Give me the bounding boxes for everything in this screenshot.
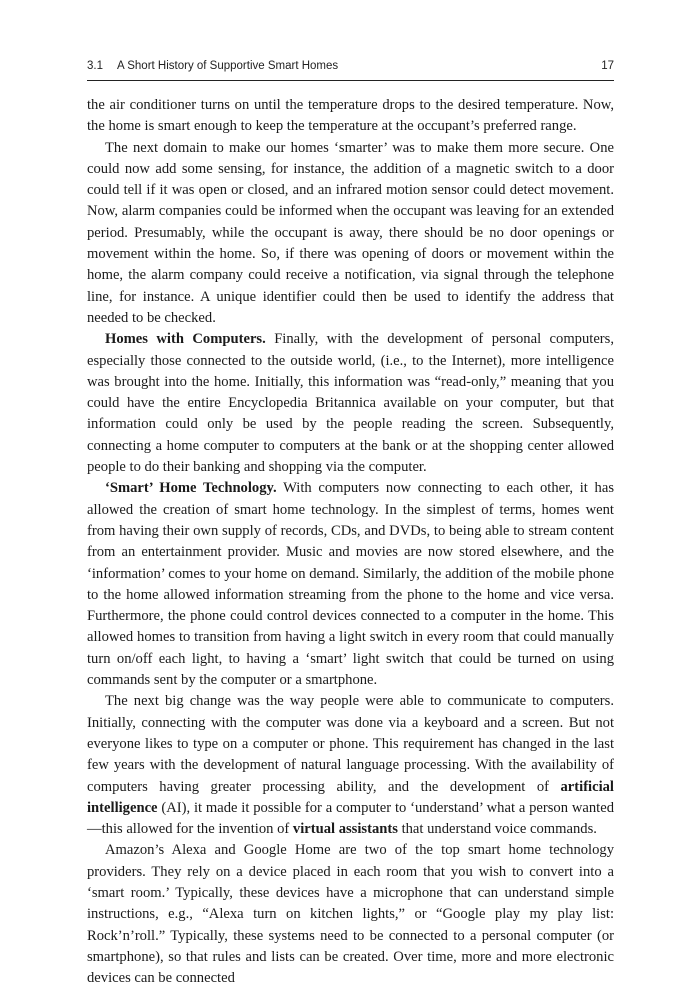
paragraph-assistants <box>87 840 614 989</box>
paragraph-run-in-heading: ‘Smart’ Home Technology. <box>105 480 277 497</box>
paragraph-run-in-heading: Homes with Computers. <box>105 331 266 348</box>
paragraph-communication <box>87 691 614 840</box>
paragraph-smart-home-technology <box>87 478 614 691</box>
term-artificial-intelligence: artificial intelligence <box>87 778 614 816</box>
paragraph-text: The next domain to make our homes ‘smarter’ was to make them more secure. One could now add some sensing, for instance, the addition of a magnetic switch to a door could tell if it was open or closed, and an infrared motion sensor could detect movement. Now, alarm companies could be informed when the occupant was leaving for an extended period. Presumably, while the occupant is away, there should be no door openings or movement within the home. So, if there was opening of doors or movement within the home, the alarm company could receive a notification, via signal through the telephone line, for instance. A unique identifier could then be used to identify the address that needed to be checked. <box>87 139 614 326</box>
running-header <box>87 56 614 81</box>
paragraph-text: With computers now connecting to each other, it has allowed the creation of smart home technology. In the simplest of terms, homes went from having their own supply of records, CDs, and DVDs, to being able to stream content from an entertainment provider. Music and movies are now stored elsewhere, and the ‘information’ comes to your home on demand. Similarly, the addition of the mobile phone to the home allowed information streaming from the phone to the home and vice versa. Furthermore, the phone could control devices connected to a computer in the home. This allowed homes to transition from having a light switch in every room that could manually turn on/off each light, to having a ‘smart’ light switch that could be turned on using commands sent by the computer or a smartphone. <box>87 480 615 689</box>
section-number: 3.1 <box>87 60 103 72</box>
paragraph-text: Amazon’s Alexa and Google Home are two of the top smart home technology providers. They rely on a device placed in each room that you wish to convert into a ‘smart room.’ Typically, these devices have a microphone that can understand simple instructions, e.g., “Alexa turn on kitchen lights,” or “Google play my play list: Rock’n’roll.” Typically, these systems need to be connected to a personal computer (or smartphone), so that rules and lists can be created. Over time, more and more electronic devices can be connected <box>87 842 614 987</box>
paragraph-text: (AI), it made it possible for a computer to ‘understand’ what a person wanted—this allowed for the invention of <box>87 799 614 838</box>
running-header-section <box>87 60 338 72</box>
paragraph-security <box>87 138 614 330</box>
term-virtual-assistants: virtual assistants <box>292 821 398 838</box>
paragraph-text: that understand voice commands. <box>397 821 597 838</box>
paragraph-text: the air conditioner turns on until the temperature drops to the desired temperature. Now, the home is smart enough to keep the temperature at the occupant’s preferred range. <box>87 97 614 135</box>
body-text <box>87 95 614 989</box>
page-number: 17 <box>601 60 614 72</box>
section-title: A Short History of Supportive Smart Homes <box>117 60 339 72</box>
paragraph-continuation <box>87 95 614 138</box>
paragraph-homes-with-computers <box>87 329 614 478</box>
paragraph-text: Finally, with the development of personal computers, especially those connected to the outside world, (i.e., to the Internet), more intelligence was brought into the home. Initially, this information was “read-only,” meaning that you could have the entire Encyclopedia Britannica available on your computer, but that information could only be used by the people reading the screen. Subsequently, connecting a home computer to computers at the bank or at the shopping center allowed people to do their banking and shopping via the computer. <box>87 331 614 476</box>
paragraph-text: The next big change was the way people were able to communicate to computers. Initially, connecting with the computer was done via a keyboard and a screen. But not everyone likes to type on a computer or phone. This requirement has changed in the last few years with the development of natural language processing. With the availability of computers having greater processing ability, and the development of <box>87 693 614 795</box>
